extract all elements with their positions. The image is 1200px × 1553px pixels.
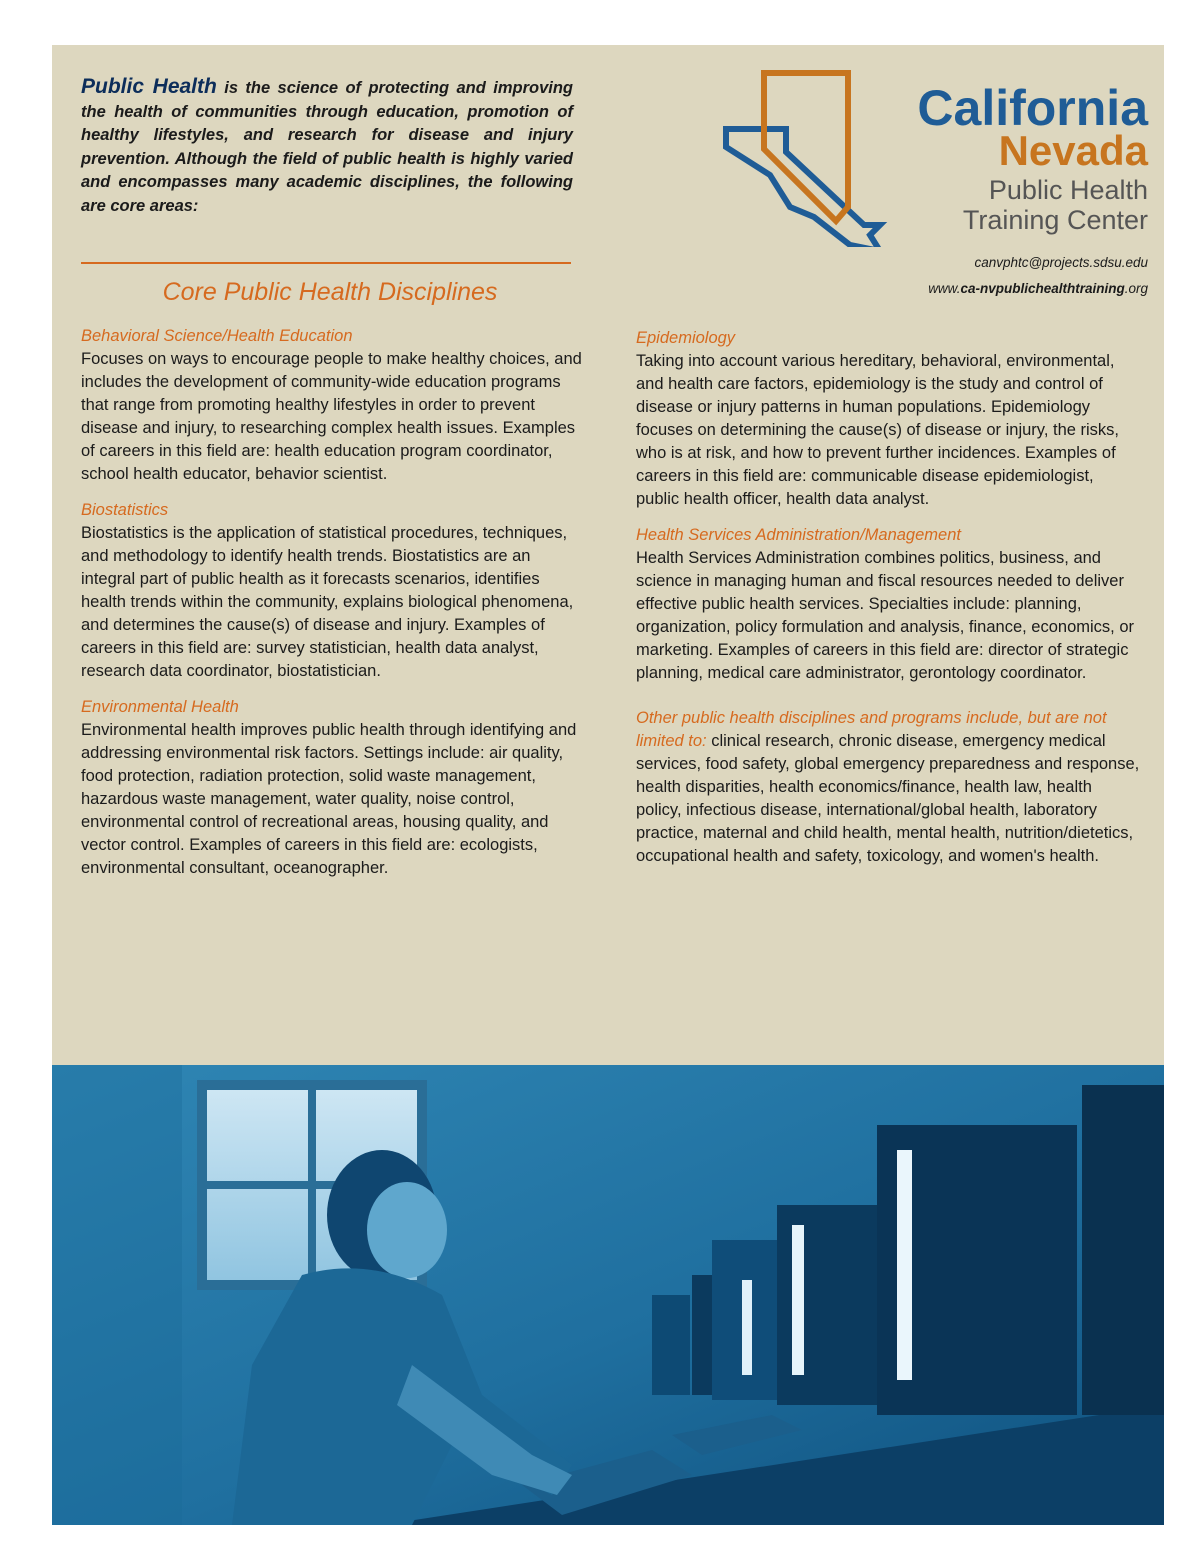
section-health-services-administration — [636, 524, 1141, 685]
website-suffix: .org — [1124, 281, 1148, 296]
section-title: Environmental Health — [81, 698, 239, 716]
section-body: Environmental health improves public health through identifying and addressing environmental risk factors. Settings include: air quality, food protection, radiation protection, solid waste management, hazardous waste management, water quality, noise control, environmental control of recreational areas, housing quality, and vector control. Examples of careers in this field are: ecologists, environmental consultant, oceanographer. — [81, 721, 577, 877]
website-domain: ca-nvpublichealthtraining — [960, 281, 1125, 296]
intro-text: is the science of protecting and improving the health of communities through education, promotion of healthy lifestyles, and research for disease and injury prevention. Although the field of public health is highly varied and encompasses many academic disciplines, the following are core areas: — [81, 79, 573, 215]
section-behavioral-science — [81, 325, 586, 486]
woman-at-computer-lab-photo — [52, 1065, 1164, 1525]
section-other-disciplines — [636, 707, 1141, 868]
section-title: Biostatistics — [81, 501, 169, 519]
section-body: Biostatistics is the application of statistical procedures, techniques, and methodology to identify health trends. Biostatistics are an integral part of public health as it forecasts scenarios, identifies health trends within the community, explains biological phenomena, and determines the cause(s) of disease and injury. Examples of careers in this field are: survey statistician, health data analyst, research data coordinator, biostatistician. — [81, 524, 574, 680]
section-body: Taking into account various hereditary, behavioral, environmental, and health care factors, epidemiology is the study and control of disease or injury patterns in human populations. Epidemiology focuses on determining the cause(s) of disease or injury, the risks, who is at risk, and how to prevent further incidences. Examples of careers in this field are: communicable disease epidemiologist, public health officer, health data analyst. — [636, 352, 1120, 508]
section-epidemiology — [636, 327, 1141, 511]
website-prefix: www. — [928, 281, 961, 296]
section-body: Focuses on ways to encourage people to make healthy choices, and includes the development of community-wide education programs that range from promoting healthy lifestyles in order to prevent disease and injury, to researching complex health issues. Examples of careers in this field are: health education program coordinator, school health educator, behavior scientist. — [81, 350, 582, 483]
section-title: Health Services Administration/Management — [636, 526, 961, 544]
other-body: clinical research, chronic disease, emergency medical services, food safety, global emergency preparedness and response, health disparities, health economics/finance, health law, health policy, infectious disease, international/global health, laboratory practice, maternal and child health, mental health, nutrition/dietetics, occupational health and safety, toxicology, and women's health. — [636, 732, 1140, 865]
section-heading: Core Public Health Disciplines — [162, 278, 498, 306]
other-title: Other public health disciplines and programs include, but are not limited to: — [636, 709, 1107, 750]
logo-line-california: California — [917, 80, 1148, 136]
intro-paragraph — [81, 75, 573, 218]
section-title: Epidemiology — [636, 329, 736, 347]
section-environmental-health — [81, 696, 586, 880]
organization-logo — [718, 57, 1158, 247]
logo-line-training-center: Training Center — [962, 205, 1148, 235]
logo-line-nevada: Nevada — [998, 127, 1148, 174]
heading-divider — [81, 262, 571, 264]
section-body: Health Services Administration combines politics, business, and science in managing human and fiscal resources needed to deliver effective public health services. Specialties include: planning, organization, policy formulation and analysis, finance, economics, or marketing. Examples of careers in this field are: director of strategic planning, medical care administrator, gerontology coordinator. — [636, 549, 1135, 682]
flyer-page — [52, 45, 1164, 1525]
section-title: Behavioral Science/Health Education — [81, 327, 353, 345]
contact-email[interactable]: canvphtc@projects.sdsu.edu — [974, 255, 1148, 270]
intro-term: Public Health — [81, 75, 217, 98]
contact-website[interactable] — [818, 281, 1148, 296]
right-column — [636, 327, 1141, 881]
logo-line-public-health: Public Health — [988, 175, 1148, 205]
other-paragraph — [636, 707, 1141, 868]
section-biostatistics — [81, 499, 586, 683]
left-column — [81, 325, 586, 893]
